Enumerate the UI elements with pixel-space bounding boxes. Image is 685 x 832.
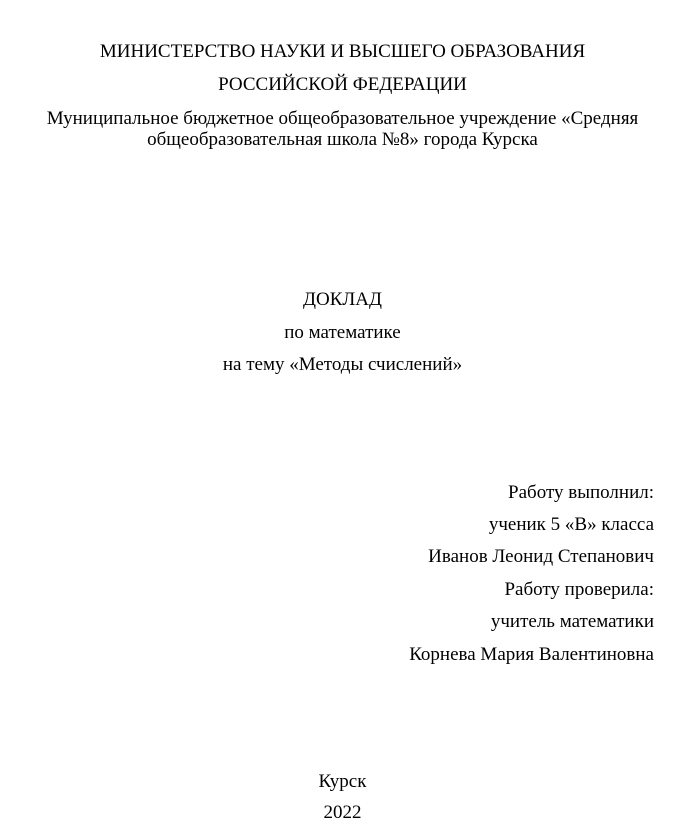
teacher-name: Корнева Мария Валентиновна bbox=[409, 644, 654, 665]
performed-label: Работу выполнил: bbox=[508, 482, 654, 503]
school-line-1: Муниципальное бюджетное общеобразовательное учреждение «Средняя bbox=[46, 108, 639, 129]
checked-label: Работу проверила: bbox=[504, 579, 654, 600]
student-grade: ученик 5 «В» класса bbox=[488, 514, 654, 535]
ministry-line-2: РОССИЙСКОЙ ФЕДЕРАЦИИ bbox=[218, 74, 467, 95]
school-line-2: общеобразовательная школа №8» города Курска bbox=[147, 129, 538, 150]
subject-line: по математике bbox=[284, 322, 401, 343]
student-name: Иванов Леонид Степанович bbox=[428, 546, 654, 567]
year: 2022 bbox=[323, 802, 362, 823]
city: Курск bbox=[318, 771, 367, 792]
teacher-role: учитель математики bbox=[490, 611, 654, 632]
document-type: ДОКЛАД bbox=[303, 289, 382, 310]
ministry-line-1: МИНИСТЕРСТВО НАУКИ И ВЫСШЕГО ОБРАЗОВАНИЯ bbox=[99, 41, 586, 62]
topic-line: на тему «Методы счислений» bbox=[222, 354, 463, 375]
